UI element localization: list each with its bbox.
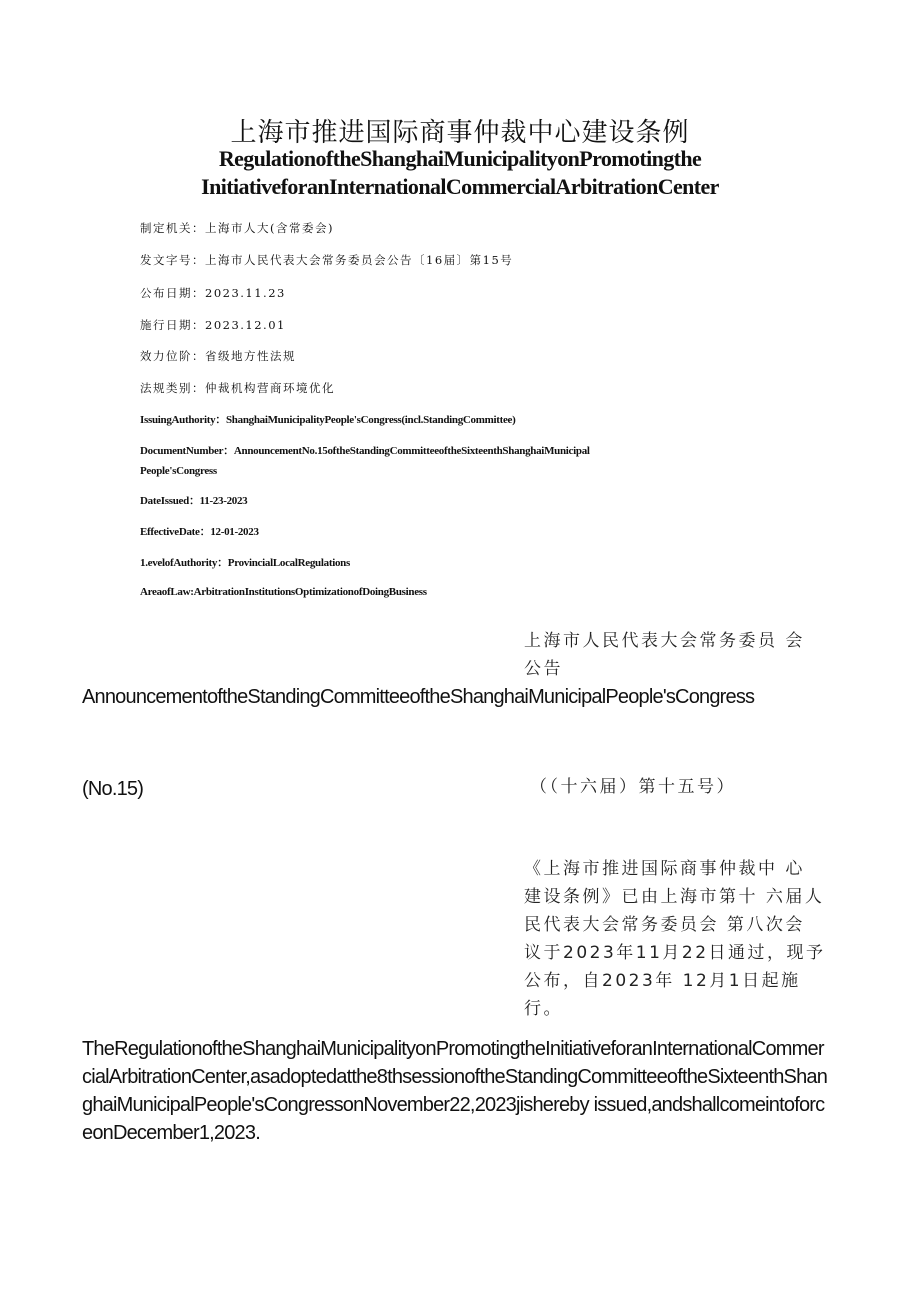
meta-en-doc-number-line1: DocumentNumber：AnnouncementNo.15oftheStandingCommitteeoftheSixteenthShanghaiMunicipal [140, 445, 590, 457]
announcement-zh-line1: 上海市人民代表大会常务委员 会 [524, 631, 805, 651]
meta-en-effective: EffectiveDate：12-01-2023 [140, 526, 259, 538]
meta-en-doc-number-line2: People'sCongress [140, 465, 217, 477]
announcement-number-en: (No.15) [82, 778, 144, 800]
meta-en-authority: IssuingAuthority：ShanghaiMunicipalityPeople'sCongress(incl.StandingCommittee) [140, 414, 516, 426]
meta-zh-effective: 施行日期：2023.12.01 [140, 318, 286, 332]
meta-en-issued: DateIssued：11-23-2023 [140, 495, 248, 507]
meta-en-area: AreaofLaw:ArbitrationInstitutionsOptimizationofDoingBusiness [140, 586, 427, 598]
meta-zh-level: 效力位阶：省级地方性法规 [140, 349, 296, 363]
meta-zh-authority: 制定机关：上海市人大(含常委会) [140, 221, 334, 235]
meta-zh-issued: 公布日期：2023.11.23 [140, 286, 286, 300]
announcement-zh-line2: 公告 [524, 659, 563, 679]
title-en-line1: RegulationoftheShanghaiMunicipalityonPromotingthe [218, 146, 702, 171]
body-zh-line1: 《上海市推进国际商事仲裁中 心 [524, 859, 805, 879]
title-zh: 上海市推进国际商事仲裁中心建设条例 [230, 118, 690, 148]
meta-zh-category: 法规类别：仲裁机构营商环境优化 [140, 381, 335, 395]
body-zh-line3: 民代表大会常务委员会 第八次会 [524, 915, 805, 935]
meta-zh-doc-number: 发文字号：上海市人民代表大会常务委员会公告〔16届〕第15号 [140, 253, 514, 267]
title-en-line2: InitiativeforanInternationalCommercialArbitrationCenter [201, 174, 719, 199]
meta-en-level: 1.evelofAuthority：ProvincialLocalRegulations [140, 557, 350, 569]
body-zh-line4: 议于2023年11月22日通过，现予 [524, 943, 826, 963]
body-zh-line2: 建设条例》已由上海市第十 六届人 [524, 887, 825, 907]
body-zh-line5: 公布，自2023年 12月1日起施行。 [524, 971, 801, 1019]
announcement-number-zh: （（十六届）第十五号） [530, 777, 736, 797]
body-en: TheRegulationoftheShanghaiMunicipalityonPromotingtheInitiativeforanInternationalCommercialArbitrationCenter,asadoptedatthe8thsessionoftheStandingCommitteeoftheSixteenthShanghaiMunicipalPeople'sCongressonNovember22,2023jishereby issued,andshallcomeintoforceonDecember1,2023. [82, 1038, 828, 1144]
announcement-en: AnnouncementoftheStandingCommitteeoftheShanghaiMunicipalPeople'sCongress [82, 686, 755, 708]
